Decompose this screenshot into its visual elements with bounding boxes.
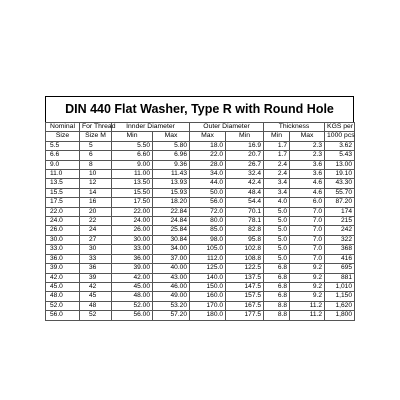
table-cell: 17.50 [112, 198, 153, 207]
table-cell: 56.0 [190, 198, 226, 207]
table-cell: 20.7 [226, 151, 264, 160]
header-kgs: KGS per [325, 123, 355, 132]
table-cell: 14 [80, 188, 112, 197]
table-cell: 5.0 [264, 226, 290, 235]
table-cell: 24.0 [46, 217, 80, 226]
table-cell: 55.70 [325, 188, 355, 197]
table-cell: 30.84 [153, 235, 190, 244]
table-cell: 54.4 [226, 198, 264, 207]
table-cell: 48.0 [46, 292, 80, 301]
table-cell: 39 [80, 273, 112, 282]
table-cell: 15.5 [46, 188, 80, 197]
table-cell: 5 [80, 141, 112, 150]
table-cell: 1,620 [325, 301, 355, 310]
table-cell: 48.4 [226, 188, 264, 197]
table-cell: 44.0 [190, 179, 226, 188]
table-cell: 174 [325, 207, 355, 216]
table-cell: 105.0 [190, 245, 226, 254]
table-cell: 22.0 [46, 207, 80, 216]
table-row [46, 311, 355, 320]
table-row [46, 160, 355, 169]
table-cell: 40.00 [153, 264, 190, 273]
table-row [46, 151, 355, 160]
table-cell: 78.1 [226, 217, 264, 226]
table-cell: 1.7 [264, 151, 290, 160]
table-cell: 13.50 [112, 179, 153, 188]
table-cell: 140.0 [190, 273, 226, 282]
table-cell: 18.20 [153, 198, 190, 207]
table-cell: 322 [325, 235, 355, 244]
table-cell: 7.0 [290, 217, 325, 226]
table-cell: 11.00 [112, 170, 153, 179]
header-thick-max: Max [290, 132, 325, 141]
table-cell: 16 [80, 198, 112, 207]
table-cell: 3.4 [264, 179, 290, 188]
table-cell: 3.62 [325, 141, 355, 150]
table-cell: 11.2 [290, 301, 325, 310]
table-cell: 19.10 [325, 170, 355, 179]
table-cell: 22.0 [190, 151, 226, 160]
table-cell: 33.00 [112, 245, 153, 254]
spec-table [45, 122, 355, 321]
table-cell: 27 [80, 235, 112, 244]
table-cell: 95.8 [226, 235, 264, 244]
table-cell: 43.00 [153, 273, 190, 282]
table-cell: 56.00 [112, 311, 153, 320]
table-cell: 7.0 [290, 226, 325, 235]
table-cell: 150.0 [190, 282, 226, 291]
table-cell: 46.00 [153, 282, 190, 291]
table-cell: 9.2 [290, 264, 325, 273]
table-row [46, 188, 355, 197]
table-row [46, 264, 355, 273]
table-cell: 20 [80, 207, 112, 216]
table-cell: 6.6 [46, 151, 80, 160]
header-thick-min: Min [264, 132, 290, 141]
table-cell: 11.2 [290, 311, 325, 320]
table-cell: 48 [80, 301, 112, 310]
table-cell: 8.8 [264, 301, 290, 310]
table-cell: 215 [325, 217, 355, 226]
table-cell: 43.30 [325, 179, 355, 188]
header-outer-diameter: Outer Diameter [190, 123, 264, 132]
table-row [46, 235, 355, 244]
table-cell: 6.8 [264, 292, 290, 301]
header-inner-diameter: Innder Diameter [112, 123, 190, 132]
table-cell: 15.93 [153, 188, 190, 197]
table-cell: 32.4 [226, 170, 264, 179]
table-cell: 52.00 [112, 301, 153, 310]
table-cell: 52.0 [46, 301, 80, 310]
table-cell: 45.00 [112, 282, 153, 291]
table-cell: 1,150 [325, 292, 355, 301]
table-cell: 98.0 [190, 235, 226, 244]
table-cell: 6.60 [112, 151, 153, 160]
table-cell: 3.6 [290, 170, 325, 179]
table-row [46, 245, 355, 254]
header-outer-max: Max [190, 132, 226, 141]
table-cell: 5.0 [264, 245, 290, 254]
table-cell: 2.3 [290, 141, 325, 150]
table-cell: 4.6 [290, 179, 325, 188]
table-row [46, 198, 355, 207]
table-cell: 7.0 [290, 254, 325, 263]
table-cell: 9.2 [290, 292, 325, 301]
table-cell: 5.0 [264, 254, 290, 263]
table-row [46, 141, 355, 150]
table-cell: 34.00 [153, 245, 190, 254]
table-row [46, 170, 355, 179]
table-cell: 9.36 [153, 160, 190, 169]
table-cell: 22.84 [153, 207, 190, 216]
table-cell: 108.8 [226, 254, 264, 263]
table-cell: 33.0 [46, 245, 80, 254]
table-cell: 2.4 [264, 170, 290, 179]
table-row [46, 282, 355, 291]
header-outer-min: Min [226, 132, 264, 141]
table-body [46, 141, 355, 320]
table-cell: 5.50 [112, 141, 153, 150]
table-cell: 5.0 [264, 217, 290, 226]
table-cell: 102.8 [226, 245, 264, 254]
table-cell: 122.5 [226, 264, 264, 273]
table-row [46, 217, 355, 226]
table-cell: 16.9 [226, 141, 264, 150]
table-cell: 1,010 [325, 282, 355, 291]
header-for-thread: For Thread [80, 123, 112, 132]
table-cell: 3.6 [290, 160, 325, 169]
table-cell: 368 [325, 245, 355, 254]
table-cell: 8 [80, 160, 112, 169]
washer-spec-sheet [45, 96, 354, 321]
table-cell: 695 [325, 264, 355, 273]
table-cell: 6.0 [290, 198, 325, 207]
table-cell: 24 [80, 226, 112, 235]
table-cell: 6 [80, 151, 112, 160]
header-per-1000: 1000 pcs [325, 132, 355, 141]
table-cell: 33 [80, 254, 112, 263]
table-cell: 5.43 [325, 151, 355, 160]
table-cell: 5.0 [264, 235, 290, 244]
header-row-bottom [46, 132, 355, 141]
table-cell: 1.7 [264, 141, 290, 150]
table-cell: 6.8 [264, 264, 290, 273]
table-cell: 147.5 [226, 282, 264, 291]
table-cell: 56.0 [46, 311, 80, 320]
table-cell: 57.20 [153, 311, 190, 320]
table-cell: 45 [80, 292, 112, 301]
table-cell: 170.0 [190, 301, 226, 310]
table-cell: 30.0 [46, 235, 80, 244]
table-cell: 39.00 [112, 264, 153, 273]
table-row [46, 254, 355, 263]
table-title: DIN 440 Flat Washer, Type R with Round Hole [45, 96, 354, 122]
table-cell: 80.0 [190, 217, 226, 226]
table-cell: 28.0 [190, 160, 226, 169]
table-cell: 6.96 [153, 151, 190, 160]
table-cell: 11.43 [153, 170, 190, 179]
header-nominal: Nominal [46, 123, 80, 132]
table-cell: 4.0 [264, 198, 290, 207]
header-inner-min: Min [112, 132, 153, 141]
table-cell: 30.00 [112, 235, 153, 244]
table-cell: 34.0 [190, 170, 226, 179]
table-row [46, 301, 355, 310]
table-cell: 48.00 [112, 292, 153, 301]
table-cell: 6.8 [264, 282, 290, 291]
table-cell: 160.0 [190, 292, 226, 301]
table-cell: 8.8 [264, 311, 290, 320]
table-cell: 49.00 [153, 292, 190, 301]
table-cell: 18.0 [190, 141, 226, 150]
table-cell: 7.0 [290, 207, 325, 216]
table-cell: 5.0 [264, 207, 290, 216]
table-cell: 26.7 [226, 160, 264, 169]
table-cell: 26.00 [112, 226, 153, 235]
table-cell: 42.0 [46, 273, 80, 282]
table-cell: 52 [80, 311, 112, 320]
table-cell: 112.0 [190, 254, 226, 263]
table-cell: 17.5 [46, 198, 80, 207]
table-cell: 25.84 [153, 226, 190, 235]
table-cell: 45.0 [46, 282, 80, 291]
table-row [46, 179, 355, 188]
table-cell: 137.5 [226, 273, 264, 282]
table-cell: 70.1 [226, 207, 264, 216]
table-cell: 7.0 [290, 235, 325, 244]
table-cell: 15.50 [112, 188, 153, 197]
table-cell: 50.0 [190, 188, 226, 197]
table-cell: 167.5 [226, 301, 264, 310]
table-cell: 6.8 [264, 273, 290, 282]
table-cell: 177.5 [226, 311, 264, 320]
table-cell: 5.5 [46, 141, 80, 150]
table-cell: 881 [325, 273, 355, 282]
table-cell: 82.8 [226, 226, 264, 235]
table-cell: 36.00 [112, 254, 153, 263]
table-cell: 242 [325, 226, 355, 235]
table-cell: 72.0 [190, 207, 226, 216]
table-cell: 85.0 [190, 226, 226, 235]
table-cell: 36 [80, 264, 112, 273]
table-cell: 9.00 [112, 160, 153, 169]
table-cell: 87.20 [325, 198, 355, 207]
table-cell: 2.3 [290, 151, 325, 160]
table-cell: 13.5 [46, 179, 80, 188]
table-cell: 4.6 [290, 188, 325, 197]
header-size: Size [46, 132, 80, 141]
table-cell: 39.0 [46, 264, 80, 273]
table-row [46, 273, 355, 282]
table-cell: 157.5 [226, 292, 264, 301]
table-cell: 5.80 [153, 141, 190, 150]
table-cell: 7.0 [290, 245, 325, 254]
table-cell: 22 [80, 217, 112, 226]
table-cell: 10 [80, 170, 112, 179]
table-cell: 2.4 [264, 160, 290, 169]
table-cell: 30 [80, 245, 112, 254]
table-row [46, 207, 355, 216]
table-cell: 3.4 [264, 188, 290, 197]
header-thickness: Thickness [264, 123, 325, 132]
table-cell: 42.00 [112, 273, 153, 282]
header-size-m: Size M [80, 132, 112, 141]
table-cell: 24.00 [112, 217, 153, 226]
table-cell: 12 [80, 179, 112, 188]
header-row-top [46, 123, 355, 132]
table-cell: 180.0 [190, 311, 226, 320]
header-inner-max: Max [153, 132, 190, 141]
table-cell: 42.4 [226, 179, 264, 188]
table-cell: 416 [325, 254, 355, 263]
table-cell: 11.0 [46, 170, 80, 179]
table-cell: 13.00 [325, 160, 355, 169]
table-cell: 53.20 [153, 301, 190, 310]
table-cell: 26.0 [46, 226, 80, 235]
table-cell: 42 [80, 282, 112, 291]
table-cell: 1,800 [325, 311, 355, 320]
table-cell: 13.93 [153, 179, 190, 188]
table-cell: 125.0 [190, 264, 226, 273]
table-row [46, 226, 355, 235]
table-cell: 36.0 [46, 254, 80, 263]
table-row [46, 292, 355, 301]
table-cell: 24.84 [153, 217, 190, 226]
table-cell: 22.00 [112, 207, 153, 216]
table-cell: 9.0 [46, 160, 80, 169]
table-cell: 9.2 [290, 273, 325, 282]
table-cell: 9.2 [290, 282, 325, 291]
table-cell: 37.00 [153, 254, 190, 263]
